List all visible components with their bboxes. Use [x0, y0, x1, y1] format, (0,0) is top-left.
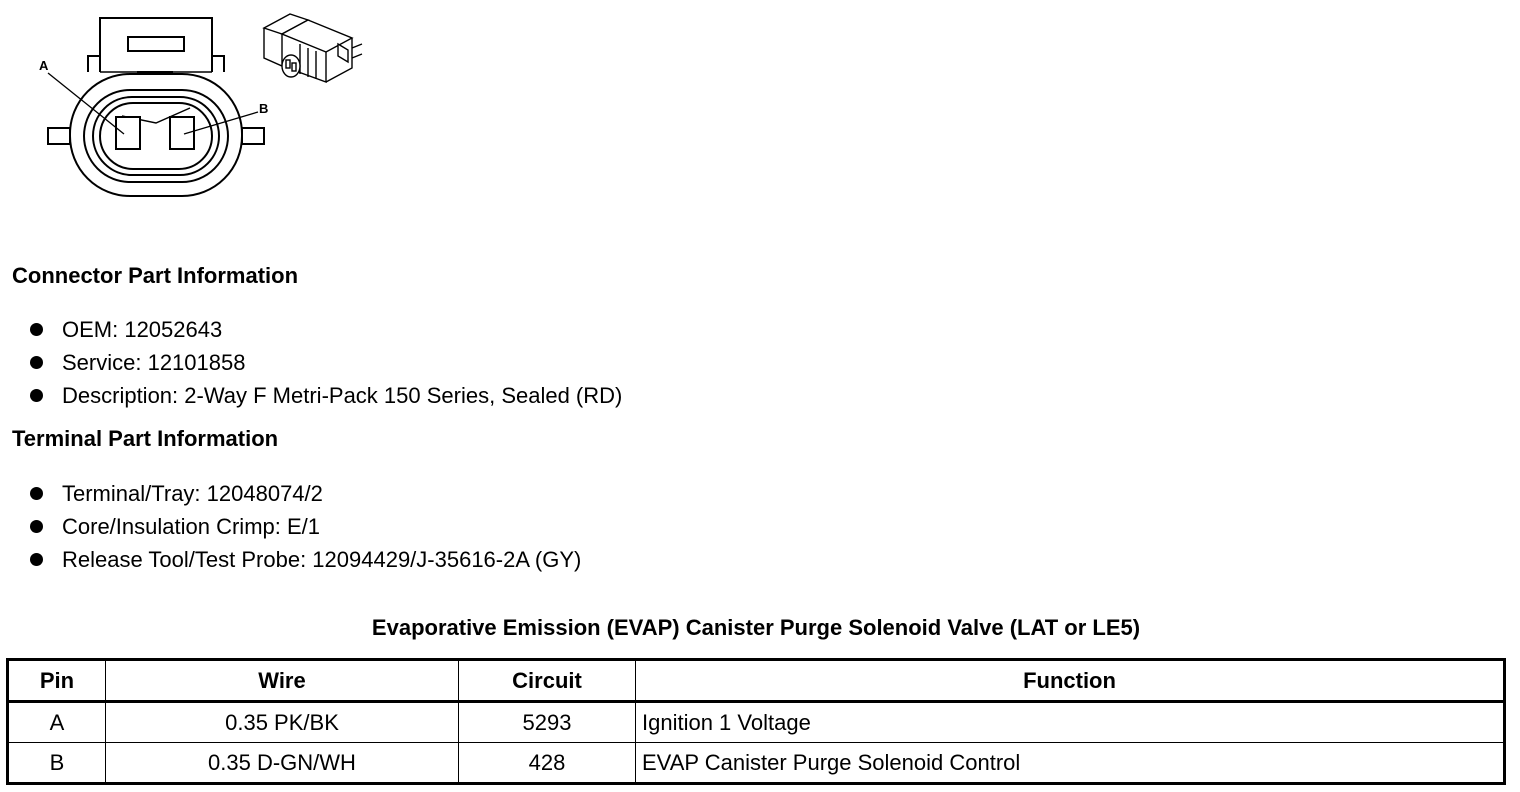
- cell-function: Ignition 1 Voltage: [636, 702, 1505, 743]
- list-item: [0, 379, 622, 412]
- cell-wire: 0.35 PK/BK: [106, 702, 459, 743]
- bullet-icon: [30, 553, 43, 566]
- cell-circuit: 5293: [459, 702, 636, 743]
- cell-wire: 0.35 D-GN/WH: [106, 743, 459, 784]
- header-function: Function: [636, 660, 1505, 702]
- connector-diagram: [0, 0, 420, 215]
- connector-ear-right: [242, 128, 264, 144]
- bullet-icon: [30, 520, 43, 533]
- bullet-icon: [30, 356, 43, 369]
- table-row: [8, 743, 1505, 784]
- cell-pin: A: [8, 702, 106, 743]
- terminal-part-information-heading: Terminal Part Information: [12, 426, 279, 451]
- cell-pin: B: [8, 743, 106, 784]
- connector-body: [70, 74, 242, 196]
- connector-part-information-heading: Connector Part Information: [12, 263, 299, 288]
- oem-part-number: OEM: 12052643: [62, 317, 223, 342]
- header-pin: Pin: [8, 660, 106, 702]
- terminal-tray: Terminal/Tray: 12048074/2: [62, 481, 323, 506]
- table-header-row: [8, 660, 1505, 702]
- header-wire: Wire: [106, 660, 459, 702]
- release-tool-test-probe: Release Tool/Test Probe: 12094429/J-35616-2A (GY): [62, 547, 582, 572]
- core-insulation-crimp: Core/Insulation Crimp: E/1: [62, 514, 320, 539]
- cell-function: EVAP Canister Purge Solenoid Control: [636, 743, 1505, 784]
- bullet-icon: [30, 487, 43, 500]
- pin-table-title: Evaporative Emission (EVAP) Canister Purge Solenoid Valve (LAT or LE5): [371, 615, 1141, 640]
- connector-description: Description: 2-Way F Metri-Pack 150 Series, Sealed (RD): [62, 383, 623, 408]
- connector-ear-left: [48, 128, 70, 144]
- terminal-cavity-b: [170, 117, 194, 149]
- table-row: [8, 702, 1505, 743]
- list-item: [0, 346, 622, 379]
- pin-label-b: B: [259, 101, 269, 116]
- list-item: [0, 510, 581, 543]
- service-part-number: Service: 12101858: [62, 350, 246, 375]
- list-item: [0, 477, 581, 510]
- pin-label-a: A: [39, 58, 49, 73]
- list-item: [0, 313, 622, 346]
- pin-table: [6, 658, 1506, 785]
- terminal-part-list: [0, 477, 581, 576]
- bullet-icon: [30, 389, 43, 402]
- terminal-cavity-a: [116, 117, 140, 149]
- list-item: [0, 543, 581, 576]
- header-circuit: Circuit: [459, 660, 636, 702]
- connector-part-list: [0, 313, 622, 412]
- cell-circuit: 428: [459, 743, 636, 784]
- bullet-icon: [30, 323, 43, 336]
- connector-perspective-icon: [264, 14, 362, 82]
